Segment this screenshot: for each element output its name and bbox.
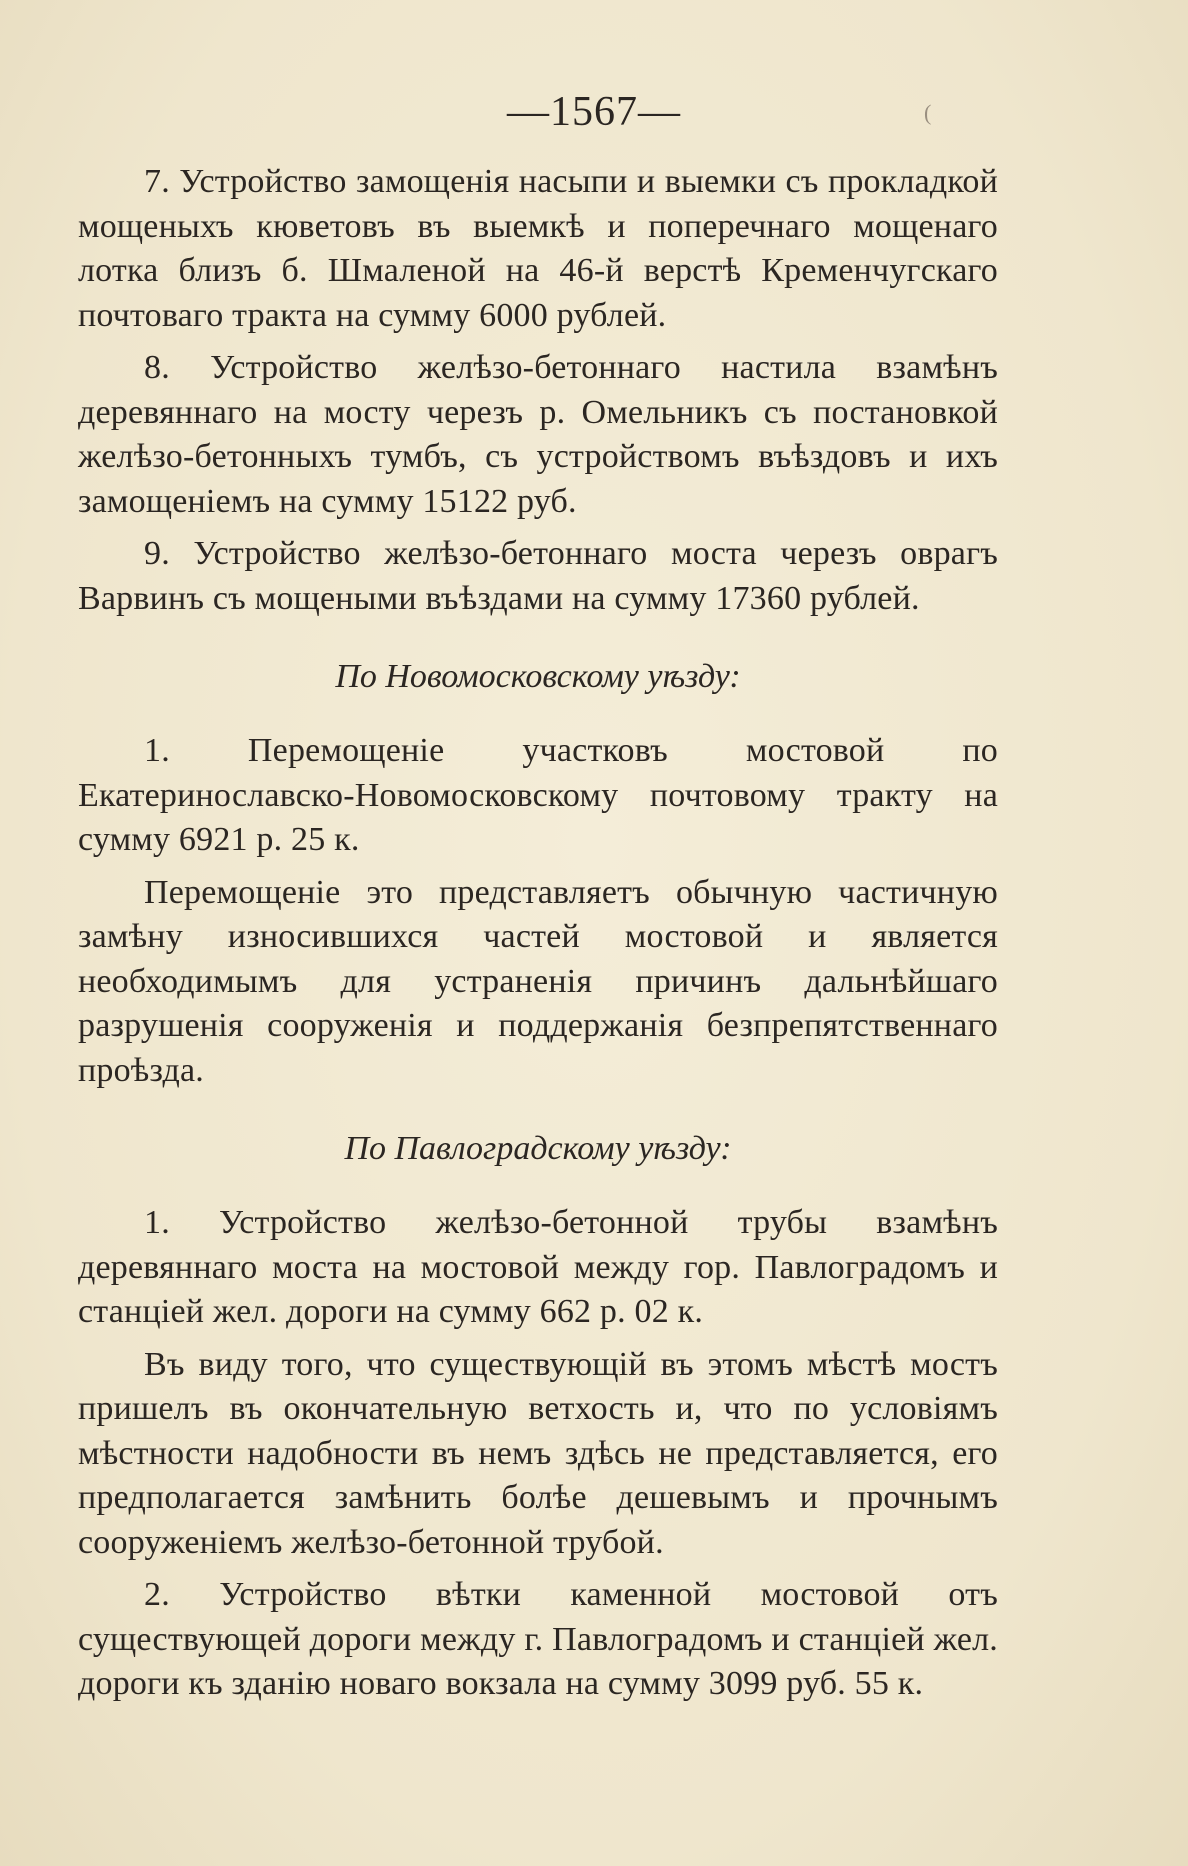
pavlograd-item-1-note: Въ виду того, что существующій въ этомъ мѣстѣ мостъ пришелъ въ окончательную ветхость и, что по условіямъ мѣстности надобности въ немъ здѣсь не представляется, его предполагается замѣнить болѣе дешевымъ и прочнымъ сооруженіемъ желѣзо-бетонной трубой. — [78, 1345, 998, 1561]
page-body — [78, 160, 998, 1715]
item-9-paragraph: 9. Устройство желѣзо-бетоннаго моста черезъ оврагъ Варвинъ съ мощеными въѣздами на сумму 17360 рублей. — [78, 535, 998, 617]
pavlograd-item-2-paragraph: 2. Устройство вѣтки каменной мостовой отъ существующей дороги между г. Павлоградомъ и станціей жел. дороги къ зданію новаго вокзала на сумму 3099 руб. 55 к. — [78, 1576, 998, 1702]
item-7-paragraph: 7. Устройство замощенія насыпи и выемки съ прокладкой мощеныхъ кюветовъ въ выемкѣ и поперечнаго мощенаго лотка близъ б. Шмаленой на 46-й верстѣ Кременчугскаго почтоваго тракта на сумму 6000 рублей. — [78, 163, 998, 334]
item-8-paragraph: 8. Устройство желѣзо-бетоннаго настила взамѣнъ деревяннаго на мосту черезъ р. Омельникъ съ постановкой желѣзо-бетонныхъ тумбъ, съ устройствомъ въѣздовъ и ихъ замощеніемъ на сумму 15122 руб. — [78, 349, 998, 520]
pavlograd-item-1-paragraph: 1. Устройство желѣзо-бетонной трубы взамѣнъ деревяннаго моста на мостовой между гор. Павлоградомъ и станціей жел. дороги на сумму 662 р. 02 к. — [78, 1204, 998, 1330]
section-heading-novomoskovsk: По Новомосковскому уѣзду: — [335, 658, 741, 695]
page-number: —1567— — [507, 89, 681, 135]
novomoskovsk-item-1-note: Перемощеніе это представляетъ обычную частичную замѣну износившихся частей мостовой и является необходимымъ для устраненія причинъ дальнѣйшаго разрушенія сооруженія и поддержанія безпрепятственнаго проѣзда. — [78, 873, 998, 1089]
section-heading-pavlograd: По Павлоградскому уѣзду: — [344, 1130, 732, 1167]
margin-mark: ( — [924, 100, 932, 125]
novomoskovsk-item-1-paragraph: 1. Перемощеніе участковъ мостовой по Екатеринославско-Новомосковскому почтовому тракту на сумму 6921 р. 25 к. — [78, 732, 998, 858]
